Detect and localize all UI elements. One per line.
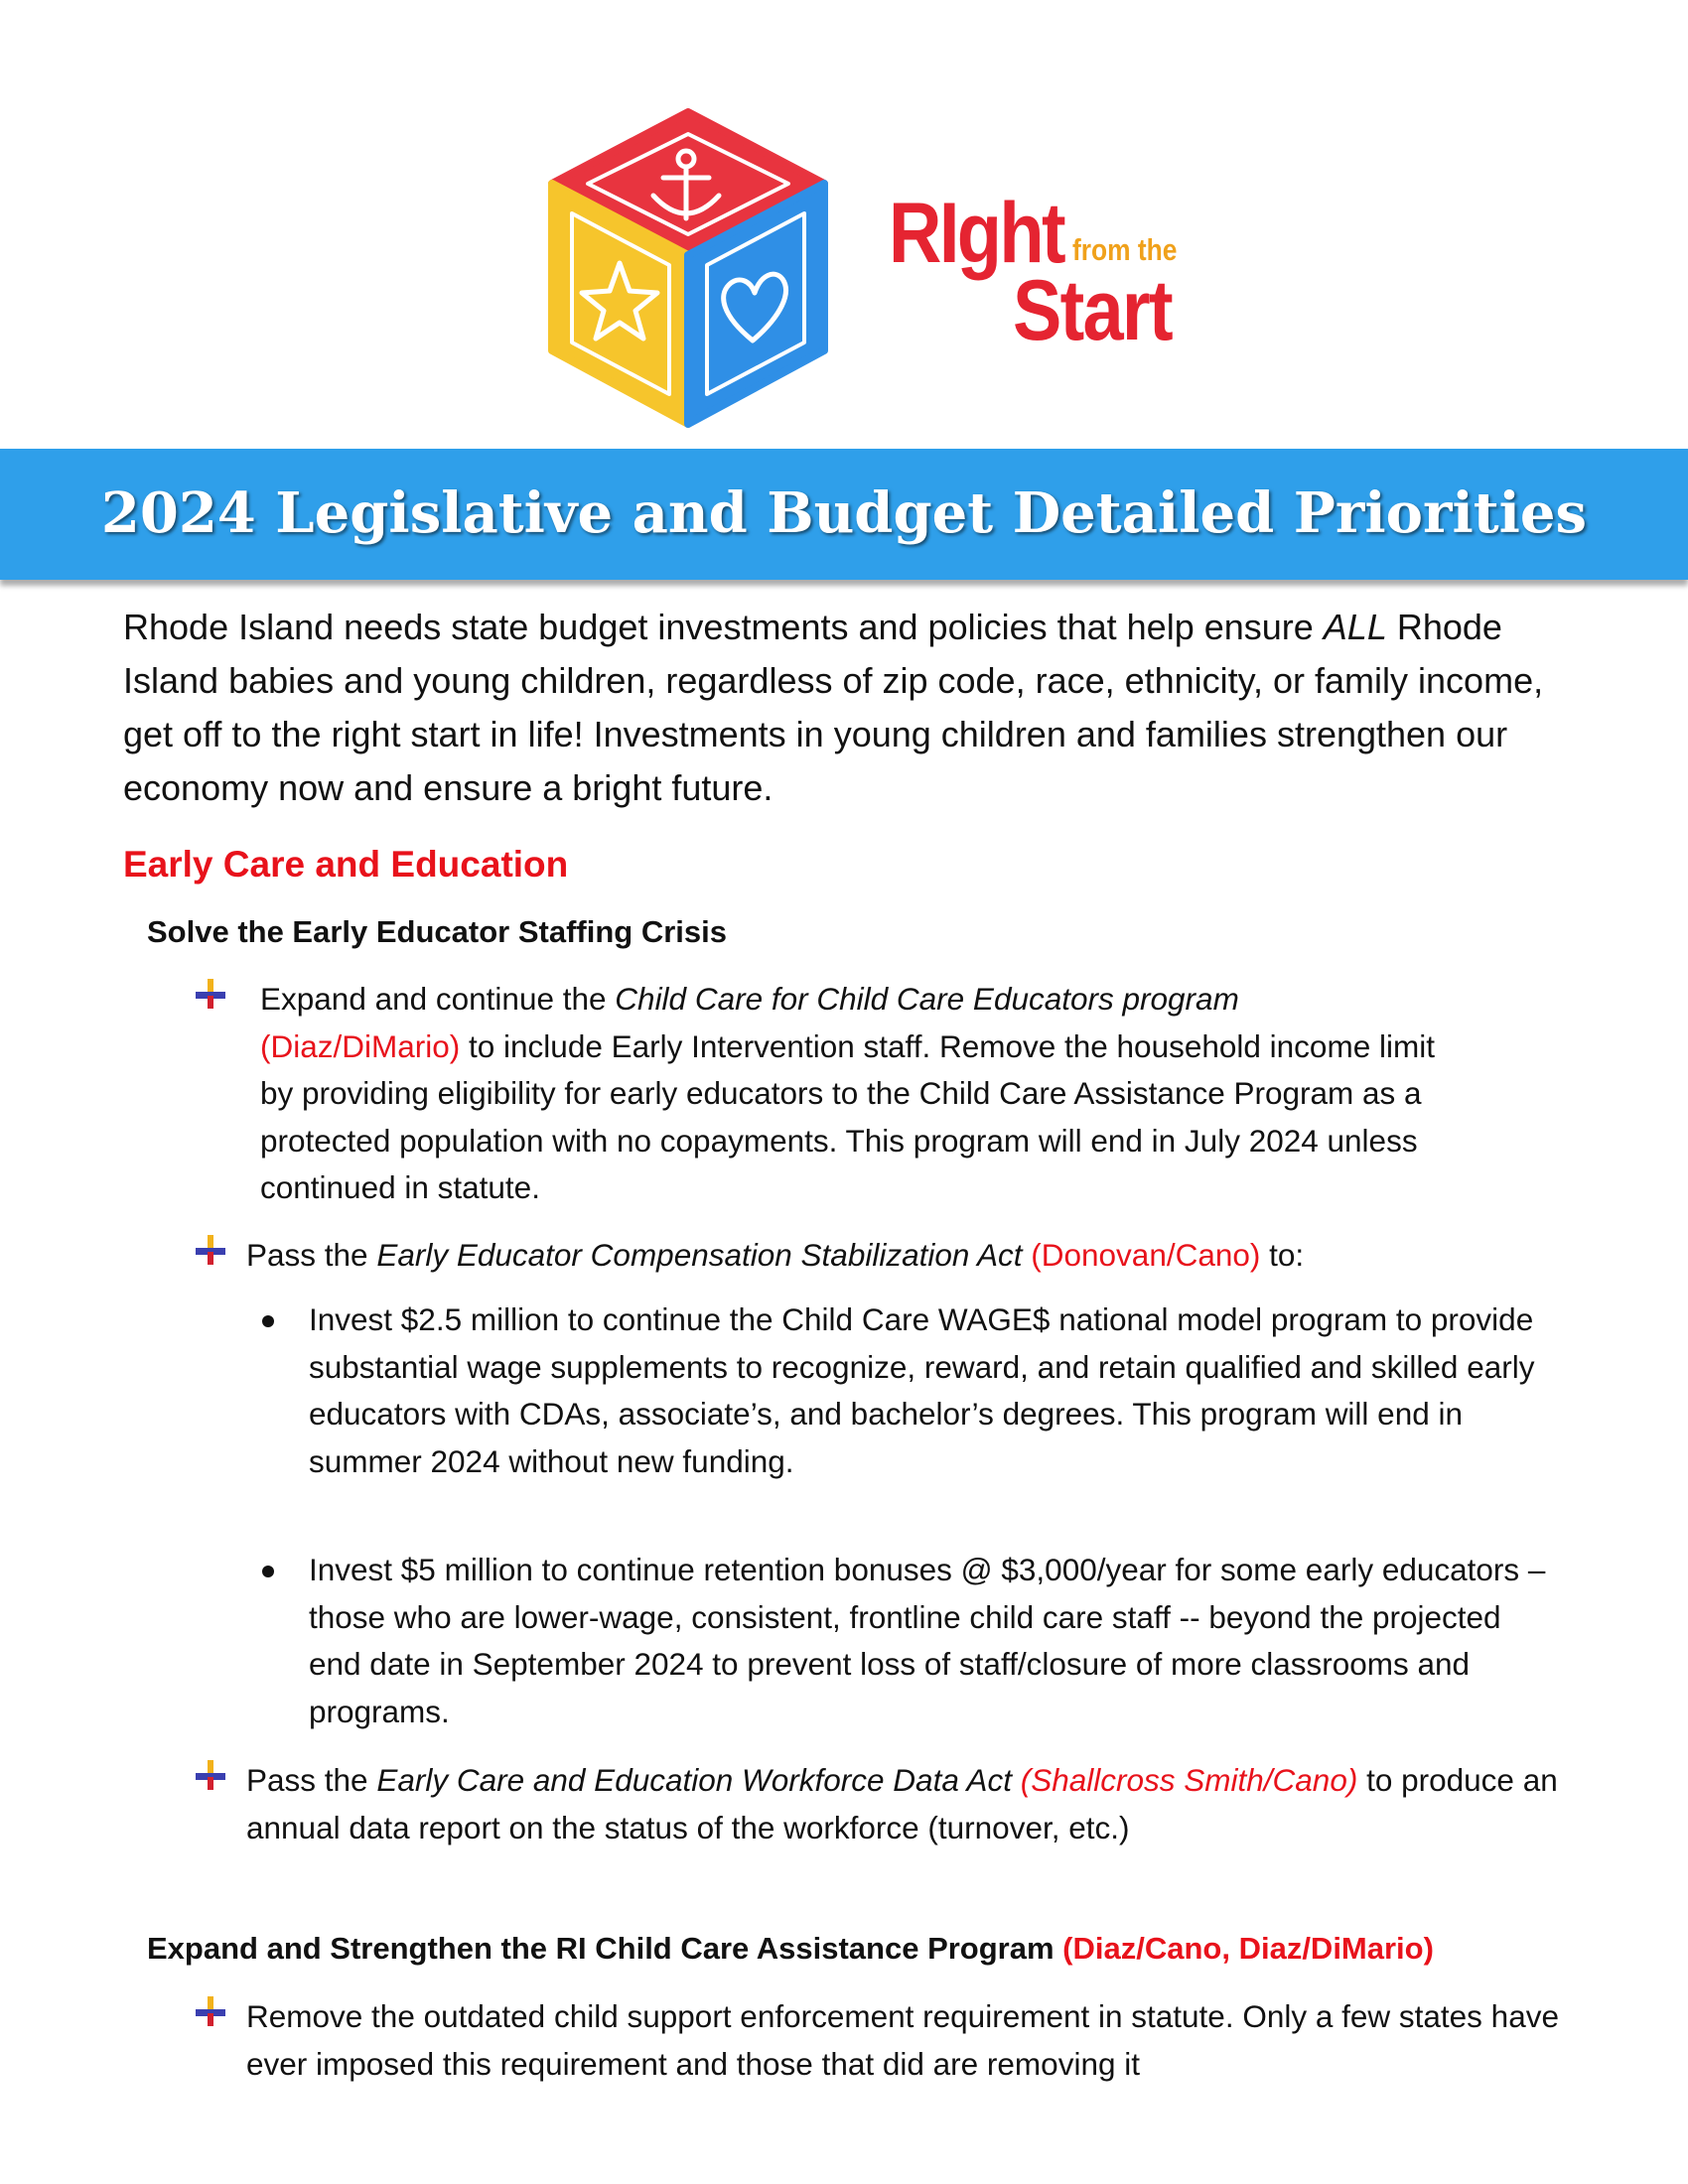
bullet1-post: to include Early Intervention staff. Remove the household income limit by providing eligibility for early educators to the Child Care Assistance Program as a protected population with no copayments. This program will end in July 2024 unless continued in statute.	[260, 1027, 1435, 1205]
section-heading-early-care: Early Care and Education	[123, 844, 569, 885]
arrow-bullet-icon	[196, 979, 225, 1009]
arrow-bullet-icon	[196, 1996, 225, 2026]
bullet3-pre: Pass the	[246, 1762, 377, 1798]
subheading-staffing-crisis: Solve the Early Educator Staffing Crisis	[147, 914, 727, 949]
wordmark	[889, 187, 1236, 365]
bullet1-program: Child Care for Child Care Educators program	[615, 981, 1239, 1017]
bullet-child-care-educators	[260, 976, 1452, 1212]
title-banner	[0, 449, 1688, 580]
bullet-workforce-data-act	[246, 1757, 1567, 1851]
subheading-ccap	[147, 1931, 1434, 1967]
bullet1-pre: Expand and continue the	[260, 981, 616, 1017]
bullet2-sponsors: (Donovan/Cano)	[1031, 1237, 1261, 1273]
sub-bullet-retention: Invest $5 million to continue retention bonuses @ $3,000/year for some early educators – those who are lower-wage, consistent, frontline child care staff -- beyond the projected end date in September 2024 to prevent loss of staff/closure of more classrooms and programs.	[309, 1552, 1546, 1729]
bullet2-act: Early Educator Compensation Stabilization Act	[376, 1237, 1023, 1273]
bullet3-post: to produce an annual data report on the status of the workforce (turnover, etc.)	[246, 1762, 1558, 1845]
intro-paragraph	[123, 601, 1593, 815]
bullet-child-support: Remove the outdated child support enforcement requirement in statute. Only a few states have ever imposed this requirement and those that did are removing it	[246, 1998, 1559, 2082]
ccap-heading-text: Expand and Strengthen the RI Child Care Assistance Program	[147, 1931, 1063, 1966]
wordmark-start: Start	[1013, 263, 1172, 358]
bullet3-act: Early Care and Education Workforce Data Act	[376, 1762, 1012, 1798]
arrow-bullet-icon	[196, 1235, 225, 1265]
bullet2-pre: Pass the	[246, 1237, 377, 1273]
ccap-sponsors: (Diaz/Cano, Diaz/DiMario)	[1062, 1931, 1434, 1966]
bullet2-post: to:	[1260, 1237, 1305, 1273]
page-title: 2024 Legislative and Budget Detailed Priorities	[100, 480, 1588, 546]
bullet-dot	[262, 1315, 274, 1327]
intro-text-before: Rhode Island needs state budget investments and policies that help ensure	[123, 607, 1324, 647]
bullet-dot	[262, 1566, 274, 1577]
wordmark-right: RIght	[889, 186, 1064, 281]
intro-text-after: Rhode Island babies and young children, regardless of zip code, race, ethnicity, or family income, get off to the right start in life! Investments in young children and families strengthen our economy now and ensure a bright future.	[123, 607, 1544, 808]
bullet1-sponsors: (Diaz/DiMario)	[260, 1027, 461, 1064]
intro-emphasis: ALL	[1323, 607, 1387, 647]
wordmark-from-the: from the	[1072, 232, 1178, 267]
bullet3-sponsors: (Shallcross Smith/Cano)	[1020, 1762, 1358, 1798]
rightfromthestart-logo	[544, 104, 832, 432]
arrow-bullet-icon	[196, 1760, 225, 1790]
sub-bullet-wages: Invest $2.5 million to continue the Child Care WAGE$ national model program to provide substantial wage supplements to recognize, reward, and retain qualified and skilled early educators with CDAs, associate’s, and bachelor’s degrees. This program will end in summer 2024 without new funding.	[309, 1301, 1535, 1479]
bullet-compensation-act	[246, 1232, 1557, 1280]
